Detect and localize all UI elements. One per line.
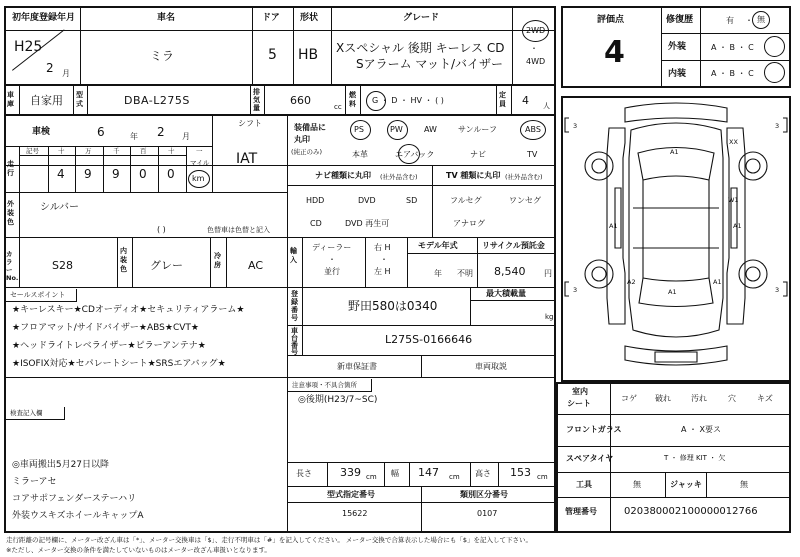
mileage-column-divider xyxy=(75,147,76,192)
front-glass-label: フロントガラス xyxy=(566,425,622,434)
width-label: 幅 xyxy=(391,469,399,478)
drive-2wd: 2WD xyxy=(526,26,546,35)
recycle-unit: 円 xyxy=(544,269,552,278)
notes-label: 注意事項・不具合箇所 xyxy=(292,381,357,389)
mileage-digit: 9 xyxy=(84,167,92,181)
jack-label: ジャッキ xyxy=(670,480,702,489)
height-label: 高さ xyxy=(475,469,491,478)
inspector-line-4: 外装ウスキズホイールキャップA xyxy=(12,511,144,521)
capacity-unit: 人 xyxy=(543,102,550,110)
mileage-column-divider xyxy=(158,147,159,192)
tools: 無 xyxy=(633,480,641,489)
damage-mark-left-quarter: A2 xyxy=(627,278,636,286)
equip-aw: AW xyxy=(424,125,437,134)
tv-analog: アナログ xyxy=(453,219,485,228)
category-label: 類別区分番号 xyxy=(460,490,508,499)
spare: T ・ 修理 KIT ・ 欠 xyxy=(664,454,726,462)
bracket-tr-mark: 3 xyxy=(775,122,780,130)
score-label: 評価点 xyxy=(597,15,625,25)
equip-pw: PW xyxy=(390,125,403,134)
tv-fullseg: フルセグ xyxy=(450,196,482,205)
equipment-label-1: 装備品に xyxy=(294,123,326,132)
color-value: シルバー xyxy=(40,202,80,213)
bracket-bl-mark: 3 xyxy=(573,286,578,294)
tv-oneseg: ワンセグ xyxy=(509,196,541,205)
jack: 無 xyxy=(740,480,748,489)
mileage-digit: 0 xyxy=(167,167,175,181)
interior-grades: A ・ B ・ C xyxy=(711,69,754,78)
tv-label: TV 種類に丸印 xyxy=(446,171,501,180)
interior-color-label: 内装色 xyxy=(120,247,127,273)
drive-4wd: 4WD xyxy=(526,57,546,66)
sales-line-4: ★ISOFIX対応★セパレートシート★SRSエアバッグ★ xyxy=(12,359,226,369)
equip-sunroof: サンルーフ xyxy=(458,125,497,134)
mileage-digit-label: 一 xyxy=(196,147,203,155)
inspector-label: 検査記入欄 xyxy=(10,409,43,417)
sales-line-3: ★ヘッドライトレベライザー★ピラーアンテナ★ xyxy=(12,341,206,351)
damage-mark-left-door: A1 xyxy=(609,222,618,230)
navi-dvd-play: DVD 再生可 xyxy=(345,219,390,228)
sheet-opt-dirt: 汚れ xyxy=(691,394,707,403)
mileage-column-divider xyxy=(130,147,131,192)
shaken-month-unit: 月 xyxy=(182,132,190,141)
equipment-label-2: 丸印 xyxy=(294,135,310,144)
color-label: 外装色 xyxy=(7,200,14,226)
inspector-line-2: ミラーアセ xyxy=(12,477,57,487)
mileage-digit-label: 百 xyxy=(140,147,147,155)
length: 339 xyxy=(340,466,361,479)
shaken-year: 6 xyxy=(97,125,105,139)
mileage-label: 走行 xyxy=(7,160,14,177)
length-unit: cm xyxy=(366,473,377,481)
sheet-label-2: シート xyxy=(567,399,591,408)
recycle-value: 8,540 xyxy=(494,265,526,278)
equip-ps: PS xyxy=(354,125,364,134)
usage: 自家用 xyxy=(30,94,63,107)
capacity: 4 xyxy=(522,94,529,107)
mileage-digit-label: 万 xyxy=(85,147,92,155)
tv-sub: (社外品含む) xyxy=(505,173,543,181)
damage-mark-fr-fender: XX xyxy=(729,138,738,146)
interior-c-circle xyxy=(764,62,785,83)
damage-mark-right-rear: A1 xyxy=(733,222,742,230)
sheet-opt-burn: コゲ xyxy=(621,394,637,403)
shaken-label: 車検 xyxy=(32,127,51,137)
front-glass: A ・ X要ス xyxy=(681,425,722,434)
first-reg-month-unit: 月 xyxy=(62,69,70,78)
mileage-digit: 9 xyxy=(112,167,120,181)
bracket-tl-mark: 3 xyxy=(573,122,578,130)
ac: AC xyxy=(248,259,264,272)
import-rh: 右 H xyxy=(374,243,391,252)
damage-mark-rear: A1 xyxy=(668,288,677,296)
color-note-paren: ( ) xyxy=(157,225,166,234)
inspector-line-1: ◎車両搬出5月27日以降 xyxy=(12,460,110,470)
model-year-unit: 年 xyxy=(434,269,442,278)
width: 147 xyxy=(418,466,439,479)
repair-yes: 有 xyxy=(726,16,734,25)
shift-label: シフト xyxy=(238,119,262,128)
import-rh-dot: ・ xyxy=(380,255,388,264)
equip-airbag: エアバック xyxy=(395,150,435,159)
import-label: 輸入 xyxy=(290,247,297,264)
height: 153 xyxy=(510,466,531,479)
navi-label: ナビ種類に丸印 xyxy=(315,171,371,180)
category: 0107 xyxy=(477,509,498,518)
capacity-label: 定員 xyxy=(499,91,506,108)
equipment-label-3: (純正のみ) xyxy=(291,148,323,156)
mileage-digit: 4 xyxy=(57,167,65,181)
exterior-grades: A ・ B ・ C xyxy=(711,43,754,52)
sales-line-1: ★キーレスキー★CDオーディオ★セキュリティアラーム★ xyxy=(12,305,245,315)
displacement: 660 xyxy=(290,94,311,107)
mgmt-label: 管理番号 xyxy=(565,507,597,516)
shift: IAT xyxy=(236,151,258,167)
recycle-label: リサイクル預託金 xyxy=(482,241,545,250)
drive-dot: ・ xyxy=(530,44,538,53)
interior-label: 内装 xyxy=(668,69,687,79)
tools-label: 工具 xyxy=(576,480,592,489)
car-name: ミラ xyxy=(150,49,175,63)
footer-note-1: 走行距離の記号欄に、メーター改ざん車は「*」、メーター交換車は「$」、走行不明車は「#」を記入してください。 メーター交換で合算表示した場合にも「$」を記入して下さい。 xyxy=(6,536,533,544)
mileage-digit-label: 記号 xyxy=(26,147,39,155)
import-lh: 左 H xyxy=(374,267,391,276)
interior-color: グレー xyxy=(150,259,183,272)
mileage-digit-label: 十 xyxy=(58,147,65,155)
first-reg-month: 2 xyxy=(46,61,54,75)
type-designation-label: 型式指定番号 xyxy=(327,490,375,499)
displacement-unit: cc xyxy=(334,103,342,111)
width-unit: cm xyxy=(449,473,460,481)
model-year-label: モデル年式 xyxy=(418,241,458,250)
exterior-label: 外装 xyxy=(668,42,687,52)
fuel-label: 燃料 xyxy=(349,91,356,108)
navi-dvd: DVD xyxy=(358,196,376,205)
ac-label: 冷房 xyxy=(214,252,221,269)
repair-no: 無 xyxy=(757,15,765,24)
shaken-year-unit: 年 xyxy=(130,132,138,141)
mileage-column-divider xyxy=(103,147,104,192)
color-note: 色替車は色替と記入 xyxy=(207,226,270,234)
import-dealer: ディーラー xyxy=(312,243,352,252)
max-load-label: 最大積載量 xyxy=(486,289,526,298)
footer-note-2: ※ただし、メーター交換の条件を満たしていないものはメーター改ざん車扱いとなります。 xyxy=(6,546,271,554)
navi-sub: (社外品含む) xyxy=(380,173,418,181)
import-parallel: 並行 xyxy=(324,267,340,276)
plate-label: 登録番号 xyxy=(291,290,298,322)
max-load-unit: kg xyxy=(545,313,554,321)
mgmt: 020380002100000012766 xyxy=(624,506,758,517)
bracket-br-mark: 3 xyxy=(775,286,780,294)
height-unit: cm xyxy=(537,473,548,481)
usage-label: 車庫 xyxy=(7,91,14,108)
inspector-line-3: コアサポフェンダーステーハリ xyxy=(12,494,137,504)
mileage-unit: km xyxy=(192,174,205,183)
mileage-digit-label: 十 xyxy=(168,147,175,155)
model-year-value: 不明 xyxy=(457,269,473,278)
navi-cd: CD xyxy=(310,219,322,228)
color-no-label: カラーNo. xyxy=(6,250,19,282)
plate: 野田580は0340 xyxy=(348,299,438,313)
first-reg-year: H25 xyxy=(14,39,43,55)
grade-line2: Sアラーム マット/バイザー xyxy=(356,57,503,71)
mileage-digit: 0 xyxy=(139,167,147,181)
navi-sd: SD xyxy=(406,196,418,205)
doors-label: ドア xyxy=(262,13,280,23)
equip-abs: ABS xyxy=(525,125,541,134)
grade-label: グレード xyxy=(403,13,440,23)
fuel-options: G ・ D ・ HV ・ ( ) xyxy=(372,96,444,105)
grade-line1: Xスペシャル 後期 キーレス CD xyxy=(336,41,505,55)
car-damage-diagram xyxy=(563,98,789,380)
equip-leather: 本革 xyxy=(352,150,368,159)
length-label: 長さ xyxy=(296,469,312,478)
shape: HB xyxy=(298,47,319,63)
mileage-column-divider xyxy=(48,147,49,192)
repair-history-label: 修復歴 xyxy=(666,15,694,25)
sheet-label-1: 室内 xyxy=(572,387,588,396)
type-designation: 15622 xyxy=(342,509,368,518)
car-name-label: 車名 xyxy=(157,13,176,23)
sales-points-label: セールスポイント xyxy=(10,291,66,299)
exterior-c-circle xyxy=(764,36,785,57)
sheet-opt-tear: 破れ xyxy=(655,394,671,403)
spare-label: スペアタイヤ xyxy=(566,454,614,463)
mileage-unit-label: マイル xyxy=(190,159,210,167)
import-dealer-dot: ・ xyxy=(328,255,336,264)
new-car-warranty: 新車保証書 xyxy=(337,362,377,371)
equip-tv: TV xyxy=(527,150,538,159)
chassis-label: 車台番号 xyxy=(291,327,298,356)
sheet-opt-scratch: キズ xyxy=(757,394,773,403)
mileage-column-divider xyxy=(186,147,187,192)
first-reg-label: 初年度登録年月 xyxy=(12,13,76,23)
shaken-month: 2 xyxy=(157,125,165,139)
manual: 車両取説 xyxy=(475,362,507,371)
displacement-label: 排気量 xyxy=(253,88,260,112)
score-value: 4 xyxy=(604,35,625,70)
sheet-opt-hole: 穴 xyxy=(728,394,736,403)
navi-hdd: HDD xyxy=(306,196,325,205)
model-label: 型式 xyxy=(76,91,83,108)
doors: 5 xyxy=(268,47,277,63)
chassis: L275S-0166646 xyxy=(385,333,473,346)
notes-text: ◎後期(H23/7~SC) xyxy=(298,395,378,405)
damage-mark-hood: A1 xyxy=(670,148,679,156)
damage-mark-right-quarter: A1 xyxy=(713,278,722,286)
damage-mark-right-door: W1 xyxy=(728,196,739,204)
color-no: S28 xyxy=(52,259,73,272)
sales-line-2: ★フロアマット/サイドバイザー★ABS★CVT★ xyxy=(12,323,199,333)
shape-label: 形状 xyxy=(300,13,319,23)
repair-dot: ・ xyxy=(745,16,753,25)
equip-navi: ナビ xyxy=(470,150,486,159)
mileage-digit-label: 千 xyxy=(113,147,120,155)
model: DBA-L275S xyxy=(124,94,190,107)
